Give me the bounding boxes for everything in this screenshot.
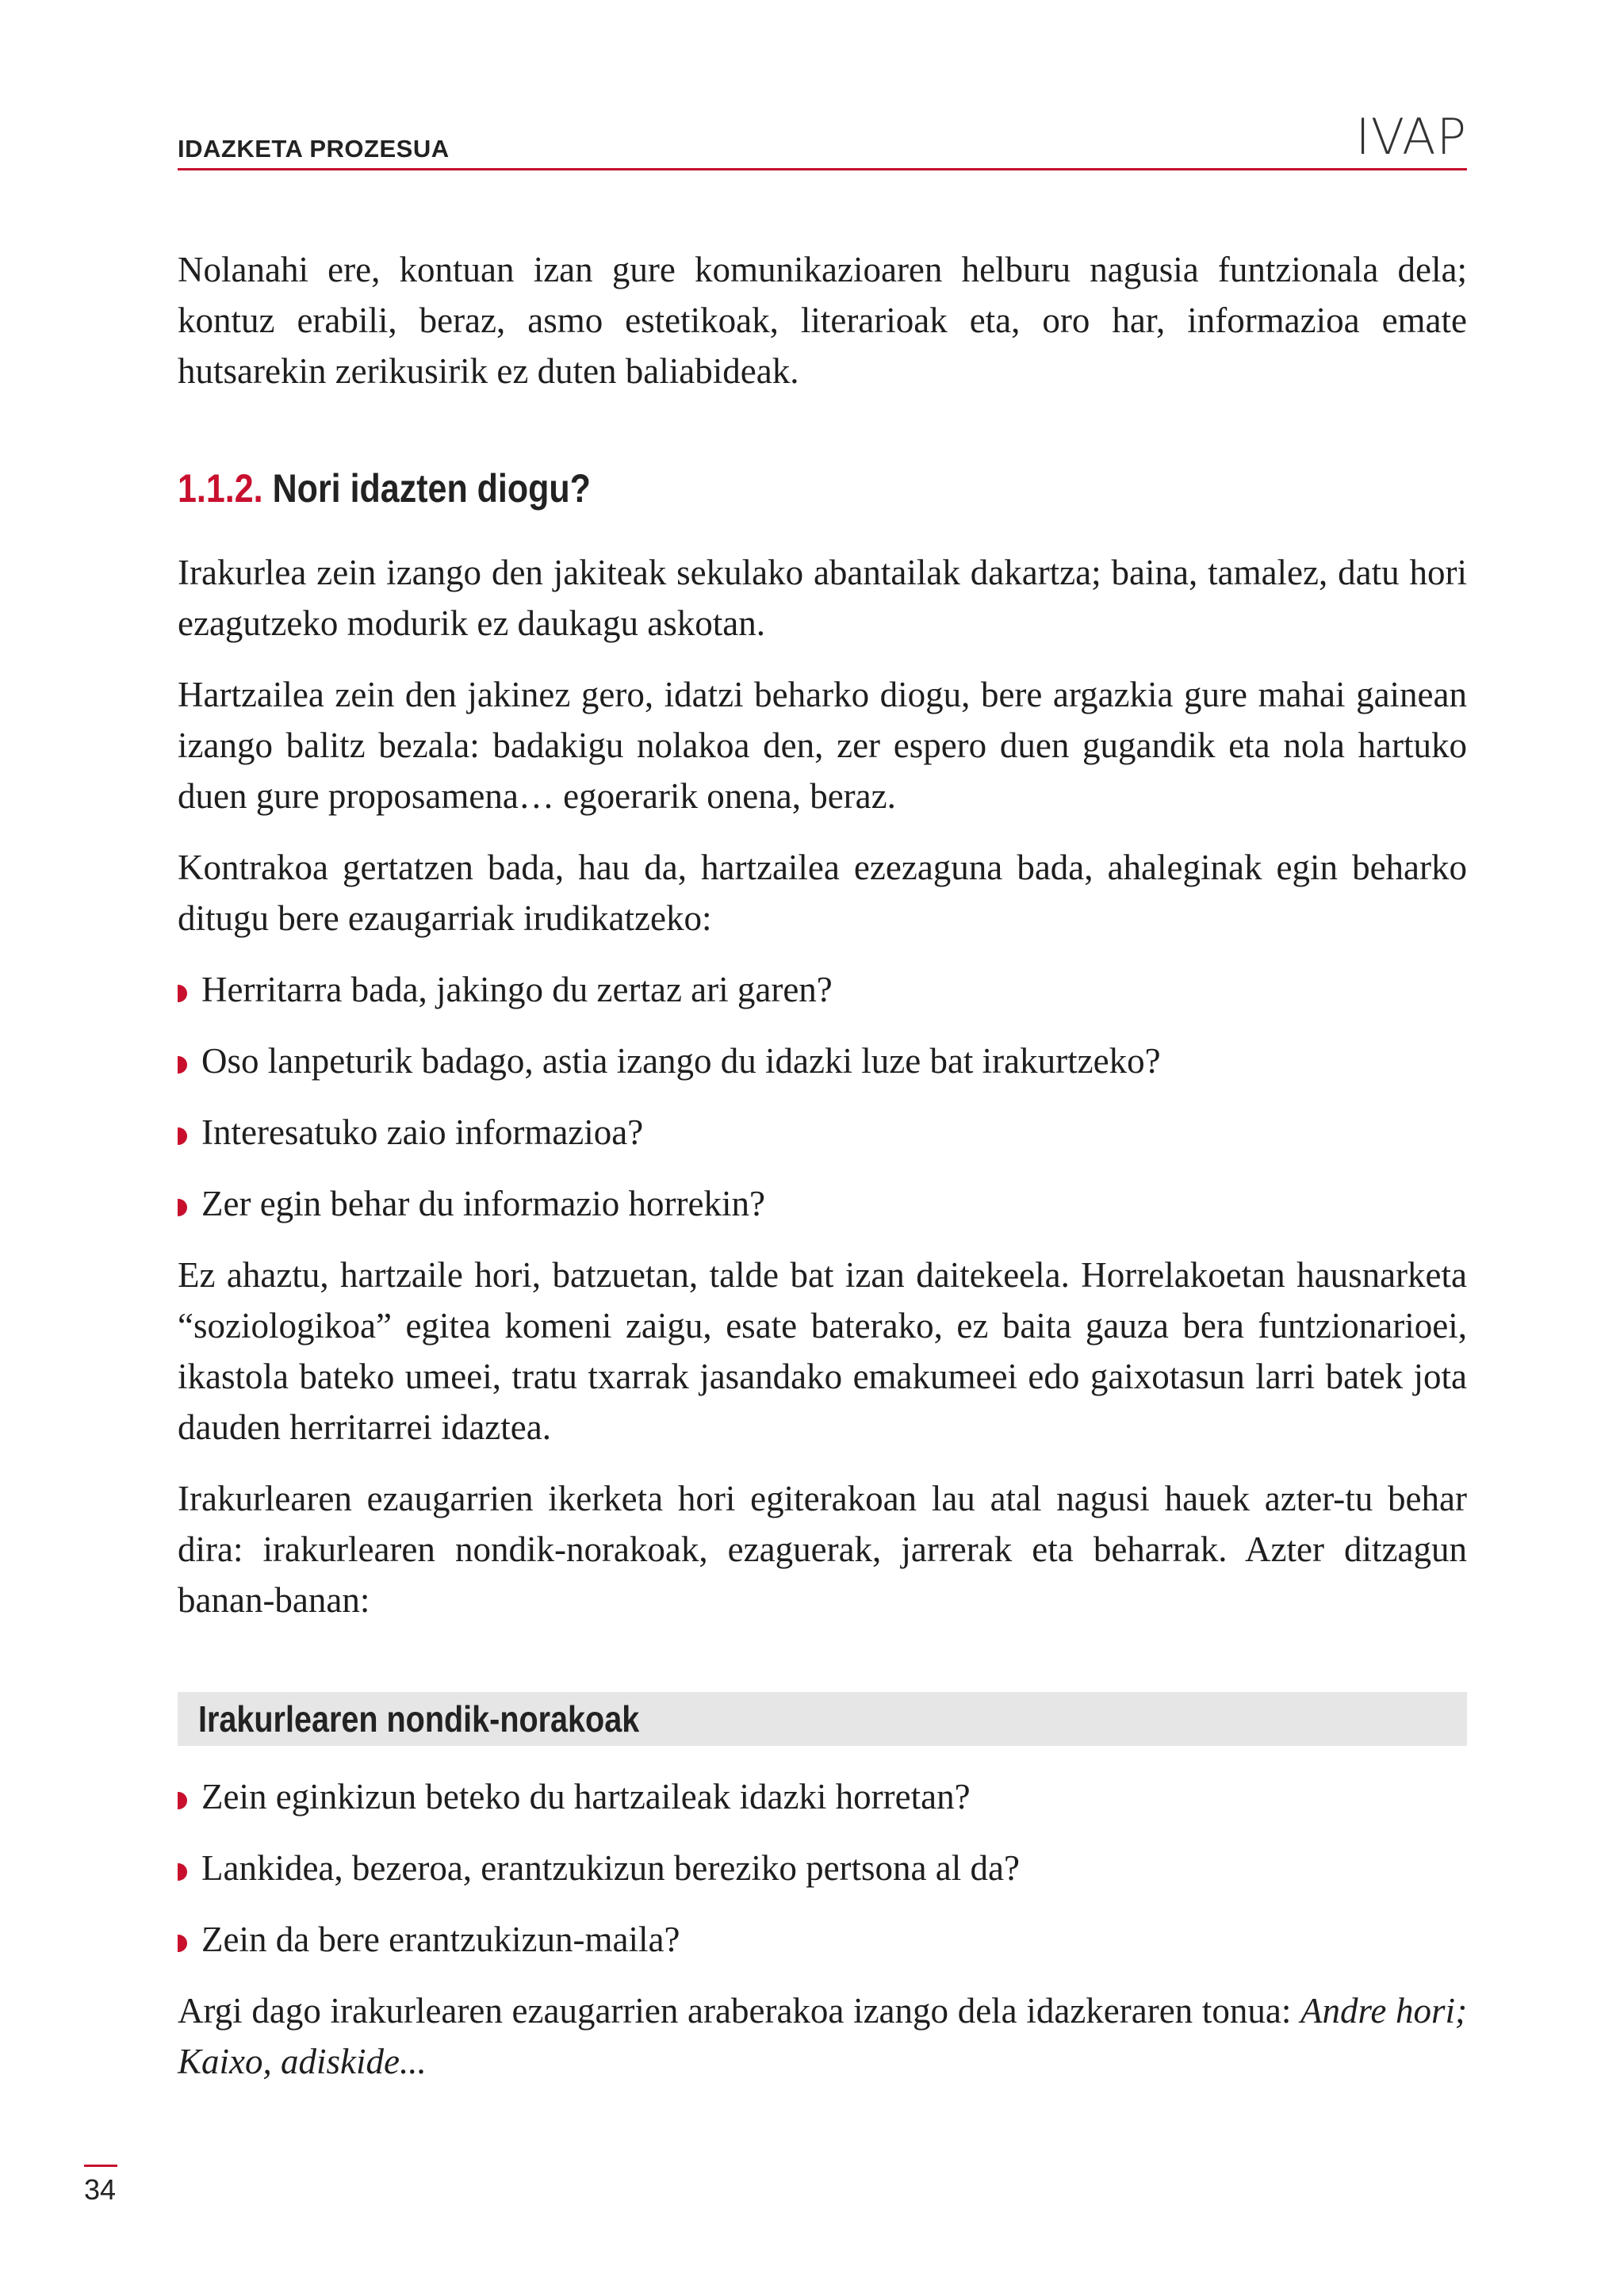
- list-item: [178, 1914, 1467, 1965]
- paragraph: Irakurlea zein izango den jakiteak sekulako abantailak dakartza; baina, tamalez, datu hori ezagutzeko modurik ez daukagu askotan.: [178, 553, 1467, 643]
- bullet-marker-icon: [178, 1792, 187, 1809]
- bullet-marker-icon: [178, 1863, 187, 1881]
- list-item: [178, 1035, 1467, 1086]
- list-item-text: Zein da bere erantzukizun-maila?: [201, 1920, 680, 1959]
- footer-rule: [84, 2165, 117, 2167]
- closing-example: Andre hori; Kaixo, adiskide...: [178, 1991, 1467, 2081]
- section-heading: [178, 463, 1286, 514]
- closing-text: Argi dago irakurlearen ezaugarrien araberakoa izango dela idazkeraren tonua:: [178, 1991, 1292, 2031]
- page-header: [178, 108, 1467, 170]
- bullet-marker-icon: [178, 1935, 187, 1952]
- running-header-title: IDAZKETA PROZESUA: [178, 135, 450, 163]
- page-number: 34: [84, 2173, 117, 2206]
- list-item-text: Interesatuko zaio informazioa?: [201, 1112, 644, 1152]
- list-item: [178, 1771, 1467, 1822]
- subsection-title: Irakurlearen nondik-norakoak: [198, 1698, 640, 1740]
- bullet-marker-icon: [178, 1056, 187, 1074]
- bullet-marker-icon: [178, 985, 187, 1002]
- list-item-text: Lankidea, bezeroa, erantzukizun bereziko pertsona al da?: [201, 1848, 1020, 1888]
- ivap-logo: IVAP: [1355, 108, 1467, 166]
- paragraph: Ez ahaztu, hartzaile hori, batzuetan, talde bat izan daitekeela. Horrelakoetan hausnarketa “soziologikoa” egitea komeni zaigu, esate baterako, ez baita gauza bera funtzionarioei, ikastola bateko umeei, tratu txarrak jasandako emakumeei edo gaixotasun larri batek jota dauden herritarrei idaztea.: [178, 1255, 1467, 1447]
- section-number: 1.1.2.: [178, 466, 263, 511]
- paragraph: Hartzailea zein den jakinez gero, idatzi beharko diogu, bere argazkia gure mahai gainean izango balitz bezala: badakigu nolakoa den, zer espero duen gugandik eta nola hartuko duen gure proposamena… egoerarik onena, beraz.: [178, 675, 1467, 816]
- paragraph: Irakurlearen ezaugarrien ikerketa hori egiterakoan lau atal nagusi hauek azter-tu behar dira: irakurlearen nondik-norakoak, ezaguerak, jarrerak eta beharrak. Azter ditzagun banan-banan:: [178, 1479, 1467, 1620]
- list-item: [178, 1843, 1467, 1893]
- list-item-text: Zein eginkizun beteko du hartzaileak idazki horretan?: [201, 1777, 971, 1816]
- page-content: [178, 244, 1467, 2107]
- closing-paragraph: [178, 1985, 1467, 2087]
- subsection-heading-box: [178, 1692, 1467, 1746]
- bullet-marker-icon: [178, 1199, 187, 1216]
- list-item: [178, 1107, 1467, 1158]
- list-item: [178, 964, 1467, 1015]
- list-item: [178, 1178, 1467, 1229]
- list-item-text: Herritarra bada, jakingo du zertaz ari garen?: [201, 970, 833, 1009]
- section-title: Nori idazten diogu?: [272, 466, 591, 511]
- bullet-marker-icon: [178, 1127, 187, 1145]
- list-item-text: Oso lanpeturik badago, astia izango du idazki luze bat irakurtzeko?: [201, 1041, 1161, 1081]
- paragraph: Kontrakoa gertatzen bada, hau da, hartzailea ezezaguna bada, ahaleginak egin beharko ditugu bere ezaugarriak irudikatzeko:: [178, 848, 1467, 938]
- page-footer: [84, 2165, 117, 2207]
- list-item-text: Zer egin behar du informazio horrekin?: [201, 1184, 765, 1223]
- intro-paragraph: Nolanahi ere, kontuan izan gure komunikazioaren helburu nagusia funtzionala dela; kontuz erabili, beraz, asmo estetikoak, literarioak eta, oro har, informazioa emate hutsarekin zerikusirik ez duten baliabideak.: [178, 250, 1467, 391]
